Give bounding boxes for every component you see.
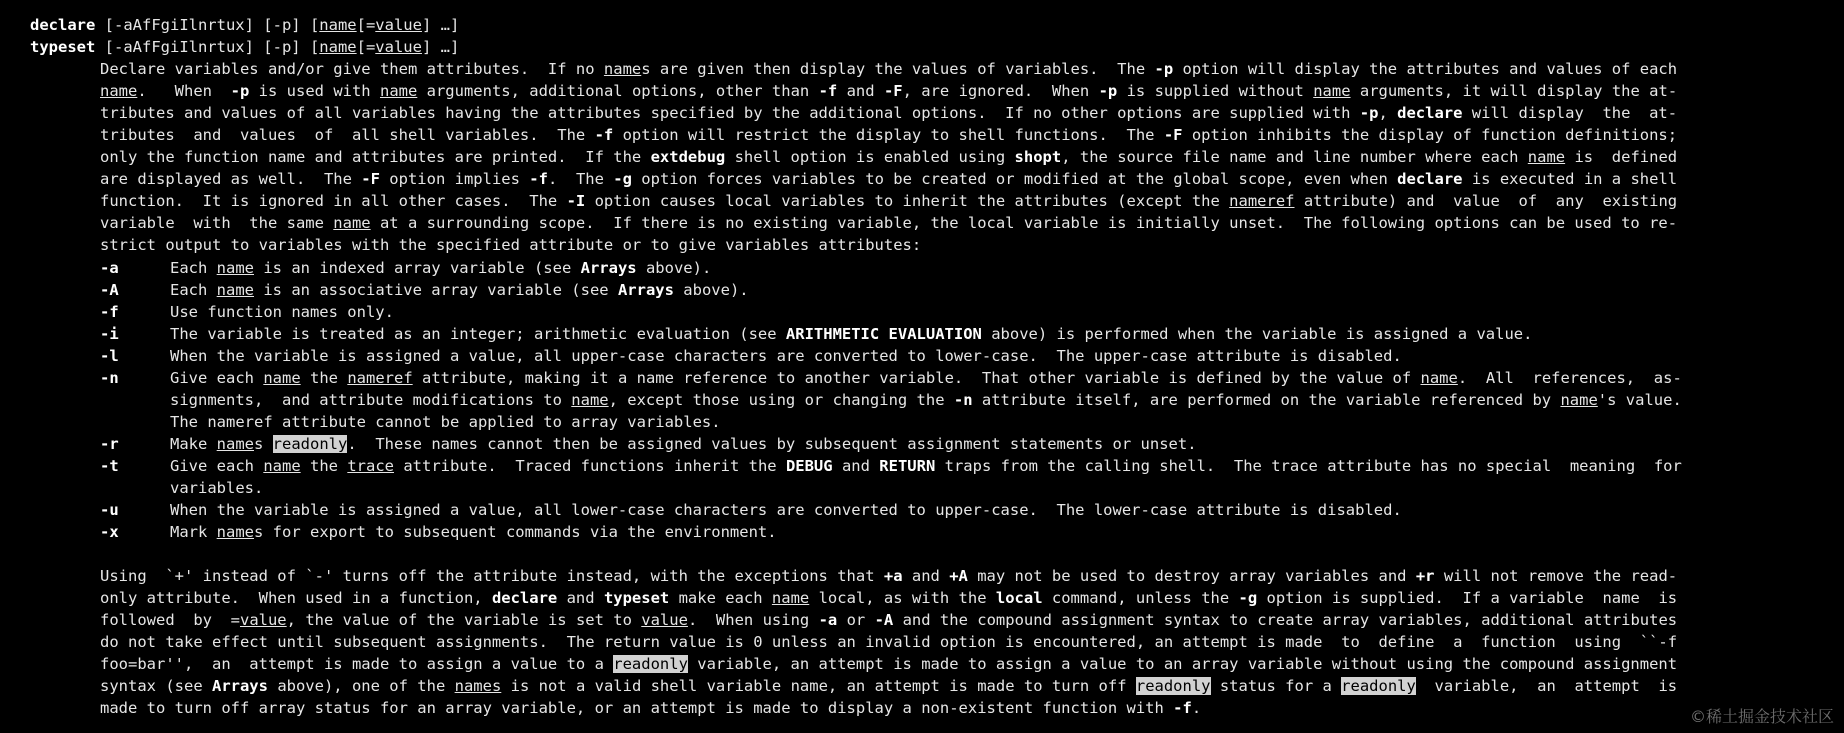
text-run: option causes local variables to inherit the attributes (except the: [585, 192, 1230, 211]
option-line: [30, 521, 1844, 543]
bold-term: shopt: [1014, 148, 1062, 167]
text-line: [30, 80, 1844, 102]
bold-term: -f: [818, 82, 838, 101]
text-run: made to turn off array status for an array variable, or an attempt is made to display a non-existent function with: [100, 699, 1174, 718]
option-flag: -i: [100, 324, 119, 343]
underlined-term: nameref: [1229, 192, 1295, 211]
option-flag: -u: [100, 501, 119, 520]
text-run: option is supplied. If a variable name is: [1257, 589, 1678, 608]
text-run: 's value.: [1597, 390, 1682, 409]
bold-term: ARITHMETIC EVALUATION: [785, 324, 982, 343]
text-run: is an indexed array variable (see: [254, 258, 581, 277]
text-run: and the compound assignment syntax to create array variables, additional attributes: [893, 611, 1678, 630]
text-run: The variable is treated as an integer; arithmetic evaluation (see: [170, 324, 786, 343]
synopsis-declare: [30, 14, 1844, 36]
text-line: [30, 697, 1844, 719]
text-run: variable with the same: [100, 214, 334, 233]
blank-line: [30, 543, 1844, 565]
synopsis-typeset: [30, 36, 1844, 58]
bold-term: RETURN: [879, 456, 936, 475]
text-line: [30, 102, 1844, 124]
text-run: may not be used to destroy array variables and: [967, 567, 1416, 586]
bold-term: -I: [566, 192, 586, 211]
text-run: only attribute. When used in a function,: [100, 589, 492, 608]
text-run: attribute itself, are performed on the variable referenced by: [972, 390, 1561, 409]
underlined-term: name: [100, 82, 138, 101]
text-run: is an associative array variable (see: [254, 280, 618, 299]
text-run: Using `+' instead of `-' turns off the attribute instead, with the exceptions that: [100, 567, 884, 586]
text-line: [30, 587, 1844, 609]
synopsis-options: [-aAfFgiIlnrtux] [-p] [: [95, 16, 320, 34]
underlined-term: name: [379, 82, 418, 101]
text-run: attribute, making it a name reference to another variable. That other variable is defined by the value of: [412, 368, 1421, 387]
text-run: signments, and attribute modifications to: [170, 390, 572, 409]
bold-term: -a: [818, 611, 838, 630]
text-run: .: [1191, 699, 1202, 718]
text-run: . All references, as‐: [1457, 368, 1682, 387]
option-line: [30, 323, 1844, 345]
text-line: [30, 609, 1844, 631]
bold-term: declare: [491, 589, 558, 608]
text-run: at a surrounding scope. If there is no existing variable, the local variable is initially unset. The following options can be used to re‐: [370, 214, 1678, 233]
text-run: and: [902, 567, 950, 586]
bold-term: declare: [1397, 104, 1463, 123]
option-line: [30, 345, 1844, 367]
text-run: command, unless the: [1042, 589, 1239, 608]
text-run: followed by =: [100, 611, 240, 630]
underlined-term: name: [216, 258, 254, 277]
text-run: , except those using or changing the: [608, 390, 954, 409]
synopsis-tail: ] …]: [421, 16, 460, 34]
text-run: Make: [170, 434, 217, 453]
text-run: the: [300, 368, 348, 387]
text-run: syntax (see: [100, 677, 212, 696]
underlined-term: name: [216, 280, 254, 299]
bold-term: Arrays: [617, 280, 674, 299]
text-line: [30, 58, 1844, 80]
bold-term: -p: [1359, 104, 1379, 123]
text-run: variable, an attempt is: [1415, 677, 1678, 696]
text-run: , are ignored. When: [902, 82, 1099, 101]
bold-term: -f: [594, 126, 614, 145]
text-run: strict output to variables with the specified attribute or to give variables attributes:: [100, 236, 922, 255]
text-run: , the value of the variable is set to: [286, 611, 642, 630]
bold-term: -A: [874, 611, 894, 630]
bold-term: +A: [949, 567, 968, 586]
text-run: Use function names only.: [170, 302, 394, 321]
synopsis-tail: ] …]: [421, 38, 460, 57]
text-run: will display the at‐: [1462, 104, 1678, 123]
text-run: is executed in a shell: [1462, 170, 1678, 189]
text-run: attribute. Traced functions inherit the: [394, 456, 786, 475]
text-run: . When using: [687, 611, 819, 630]
text-run: The nameref attribute cannot be applied to array variables.: [170, 412, 721, 431]
search-match-highlight: readonly: [1135, 677, 1211, 696]
search-match-highlight: readonly: [613, 655, 688, 674]
text-run: above), one of the: [267, 677, 455, 696]
option-line: [30, 499, 1844, 521]
text-run: above).: [673, 280, 749, 299]
text-run: and: [832, 456, 880, 475]
underlined-term: name: [571, 390, 609, 409]
description-body: [30, 58, 1844, 719]
bold-term: -g: [613, 170, 632, 189]
text-run: Mark: [170, 523, 217, 542]
text-run: option implies: [379, 170, 530, 189]
bold-term: declare: [1397, 170, 1463, 189]
option-flag: -a: [100, 258, 119, 277]
option-flag: -l: [100, 346, 119, 365]
text-run: s for export to subsequent commands via the environment.: [254, 523, 777, 542]
bold-term: Arrays: [580, 258, 637, 277]
option-flag: -n: [100, 368, 119, 387]
text-run: are displayed as well. The: [100, 170, 362, 189]
bold-term: -f: [529, 170, 548, 189]
text-run: and: [557, 589, 604, 608]
text-run: tributes and values of all shell variables. The: [100, 126, 595, 145]
text-run: . These names cannot then be assigned values by subsequent assignment statements or unset.: [347, 434, 1197, 453]
underlined-term: nameref: [347, 368, 413, 387]
text-run: option inhibits the display of function definitions;: [1182, 126, 1678, 145]
text-run: traps from the calling shell. The trace attribute has no special meaning for: [935, 456, 1682, 475]
underlined-term: trace: [347, 456, 394, 475]
text-run: foo=bar'', an attempt is made to assign a value to a: [100, 655, 614, 674]
text-run: variables.: [170, 478, 264, 497]
option-flag: -A: [100, 280, 119, 299]
text-run: above).: [636, 258, 712, 277]
option-line: [30, 301, 1844, 323]
bold-term: extdebug: [650, 148, 726, 167]
bold-term: -p: [230, 82, 250, 101]
bold-term: typeset: [603, 589, 670, 608]
text-run: and: [837, 82, 884, 101]
text-run: When the variable is assigned a value, all upper-case characters are converted to lower-case. The upper-case attribute is disabled.: [170, 346, 1402, 365]
text-line: [30, 234, 1844, 256]
option-line: [30, 257, 1844, 279]
text-line: [30, 477, 1844, 499]
text-run: is not a valid shell variable name, an attempt is made to turn off: [501, 677, 1136, 696]
text-run: When the variable is assigned a value, all lower-case characters are converted to upper-case. The lower-case attribute is disabled.: [170, 501, 1402, 520]
text-run: above) is performed when the variable is assigned a value.: [981, 324, 1533, 343]
underlined-term: name: [263, 368, 301, 387]
search-match-highlight: readonly: [272, 434, 348, 453]
bold-term: -p: [1154, 60, 1174, 79]
text-line: [30, 168, 1844, 190]
underlined-term: name: [771, 589, 810, 608]
text-run: option will display the attributes and values of each: [1173, 60, 1678, 79]
option-line: [30, 279, 1844, 301]
option-flag: -t: [100, 456, 119, 475]
text-run: , the source file name and line number where each: [1061, 148, 1528, 167]
text-run: is supplied without: [1117, 82, 1314, 101]
underlined-term: name: [333, 214, 371, 233]
underlined-term: value: [239, 611, 287, 630]
text-line: [30, 565, 1844, 587]
synopsis-command: typeset: [30, 38, 96, 57]
text-run: s are given then display the values of variables. The: [641, 60, 1155, 79]
text-run: will not remove the read‐: [1434, 567, 1678, 586]
text-run: option will restrict the display to shell functions. The: [613, 126, 1164, 145]
text-line: [30, 389, 1844, 411]
text-run: arguments, additional options, other than: [417, 82, 819, 101]
text-run: Give each: [170, 456, 264, 475]
text-run: the: [300, 456, 348, 475]
text-run: option forces variables to be created or modified at the global scope, even when: [631, 170, 1398, 189]
text-run: arguments, it will display the at‐: [1350, 82, 1678, 101]
text-run: only the function name and attributes are printed. If the: [100, 148, 651, 167]
synopsis-value-param: value: [375, 38, 422, 57]
synopsis-command: declare: [30, 16, 96, 34]
option-line: [30, 433, 1844, 455]
text-line: [30, 675, 1844, 697]
bold-term: -g: [1238, 589, 1258, 608]
text-run: do not take effect until subsequent assignments. The return value is 0 unless an invalid option is encountered, an attempt is made to define a function using ``-f: [100, 633, 1678, 652]
bold-term: -F: [883, 82, 903, 101]
text-run: . The: [547, 170, 614, 189]
synopsis-name-param: name: [319, 38, 357, 57]
text-run: Each: [170, 258, 217, 277]
text-run: or: [837, 611, 875, 630]
underlined-term: name: [1313, 82, 1351, 101]
bold-term: -n: [953, 390, 973, 409]
text-run: is defined: [1565, 148, 1678, 167]
text-run: attribute) and value of any existing: [1294, 192, 1678, 211]
text-run: status for a: [1210, 677, 1342, 696]
text-line: [30, 411, 1844, 433]
bold-term: local: [995, 589, 1043, 608]
text-run: s: [254, 434, 273, 453]
watermark-text: ©稀土掘金技术社区: [1689, 707, 1834, 726]
option-flag: -r: [100, 434, 119, 453]
search-match-highlight: readonly: [1341, 677, 1416, 696]
underlined-term: name: [1560, 390, 1598, 409]
bold-term: Arrays: [211, 677, 268, 696]
bold-term: -F: [361, 170, 380, 189]
text-line: [30, 146, 1844, 168]
text-run: Give each: [170, 368, 264, 387]
bold-term: +r: [1415, 567, 1435, 586]
underlined-term: name: [603, 60, 642, 79]
option-flag: -x: [100, 523, 119, 542]
underlined-term: names: [454, 677, 502, 696]
text-run: Declare variables and/or give them attributes. If no: [100, 60, 604, 79]
text-run: . When: [137, 82, 231, 101]
text-line: [30, 653, 1844, 675]
synopsis-options: [-aAfFgiIlnrtux] [-p] [: [95, 38, 320, 57]
bold-term: DEBUG: [785, 456, 833, 475]
synopsis-assign: [=: [356, 38, 376, 57]
synopsis-assign: [=: [356, 16, 376, 34]
text-run: shell option is enabled using: [725, 148, 1015, 167]
underlined-term: name: [216, 523, 254, 542]
text-line: [30, 190, 1844, 212]
bold-term: -p: [1098, 82, 1118, 101]
synopsis-name-param: name: [319, 16, 357, 34]
text-run: variable, an attempt is made to assign a value to an array variable without using the compound assignment: [687, 655, 1678, 674]
synopsis-value-param: value: [375, 16, 422, 34]
underlined-term: name: [263, 456, 301, 475]
underlined-term: value: [641, 611, 688, 630]
option-line: [30, 367, 1844, 389]
text-run: make each: [669, 589, 772, 608]
option-line: [30, 455, 1844, 477]
text-run: tributes and values of all variables having the attributes specified by the additional options. If no other options are supplied with: [100, 104, 1360, 123]
text-run: ,: [1378, 104, 1398, 123]
underlined-term: name: [216, 434, 254, 453]
text-line: [30, 631, 1844, 653]
text-run: local, as with the: [809, 589, 996, 608]
option-flag: -f: [100, 302, 119, 321]
bold-term: -F: [1163, 126, 1183, 145]
text-run: is used with: [249, 82, 380, 101]
bold-term: +a: [883, 567, 903, 586]
underlined-term: name: [1527, 148, 1566, 167]
text-run: function. It is ignored in all other cases. The: [100, 192, 567, 211]
text-run: Each: [170, 280, 217, 299]
bold-term: -f: [1173, 699, 1192, 718]
text-line: [30, 124, 1844, 146]
text-line: [30, 212, 1844, 234]
underlined-term: name: [1420, 368, 1458, 387]
